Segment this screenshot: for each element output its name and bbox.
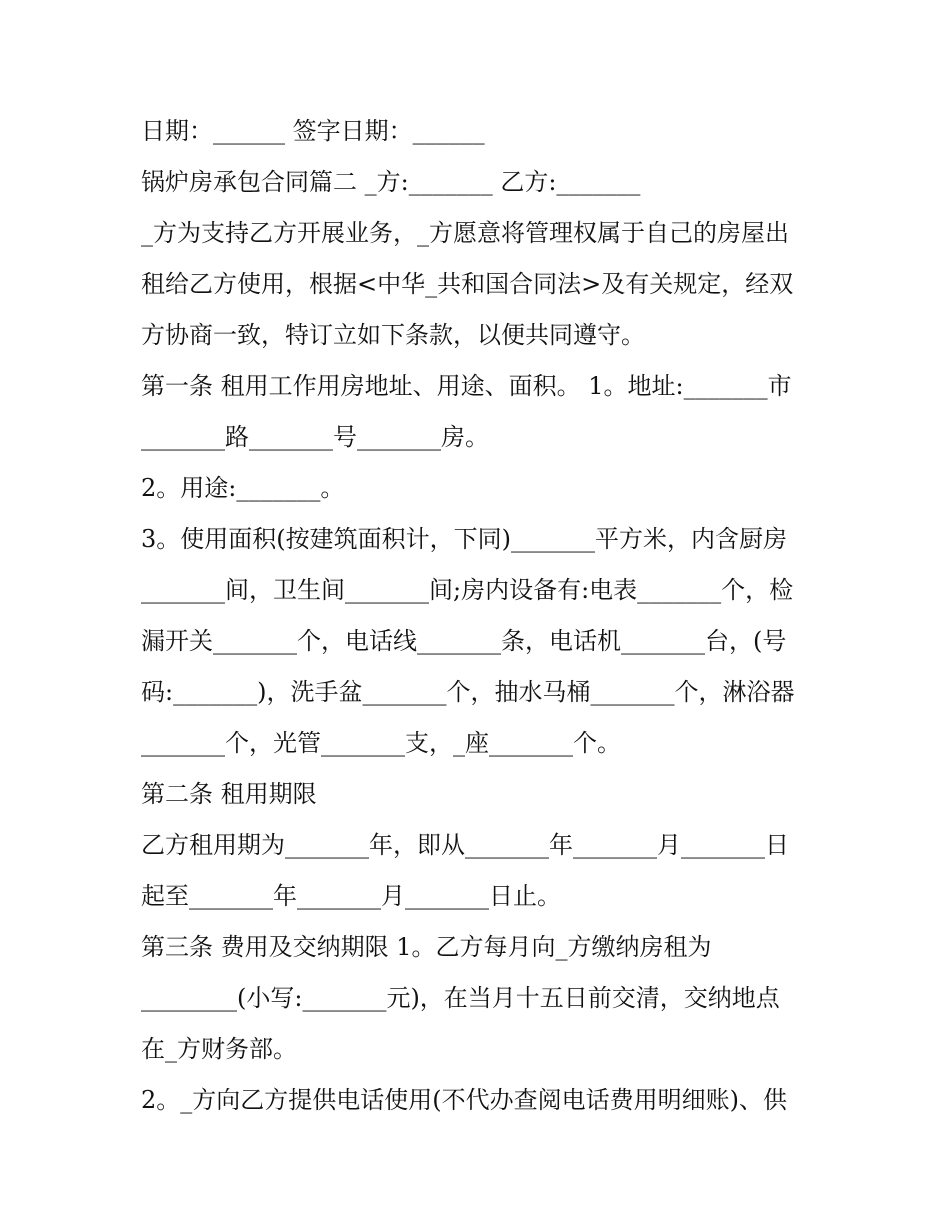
article-1-area-line-2: _______间，卫生间_______间;房内设备有:电表_______个，检 (141, 576, 794, 604)
article-3-rent-line-2: 在_方财务部。 (141, 1035, 297, 1063)
article-1-usage-line: 2。用途:_______。 (141, 474, 345, 502)
preamble-line-1: _方为支持乙方开展业务，_方愿意将管理权属于自己的房屋出 (141, 219, 789, 247)
article-1-area-line-4: 码:_______)，洗手盆_______个，抽水马桶_______个，淋浴器 (141, 678, 795, 706)
contract-title-parties-line: 锅炉房承包合同篇二 _方:_______ 乙方:_______ (141, 168, 641, 196)
preamble-line-2: 租给乙方使用，根据<中华_共和国合同法>及有关规定，经双 (141, 270, 794, 298)
article-1-area-line-5: _______个，光管_______支，_座_______个。 (141, 729, 621, 757)
article-2-heading: 第二条 租用期限 (141, 780, 317, 808)
article-3-phone-line: 2。_方向乙方提供电话使用(不代办查阅电话费用明细账)、供 (141, 1086, 787, 1114)
date-line: 日期：______ 签字日期：______ (141, 117, 485, 145)
article-1-area-line-3: 漏开关_______个，电话线_______条，电话机_______台，(号 (141, 627, 787, 655)
contract-body (141, 106, 811, 1126)
article-2-term-line-1: 乙方租用期为_______年，即从_______年_______月_______日 (141, 831, 789, 859)
article-1-address-line: _______路_______号_______房。 (141, 423, 489, 451)
article-3-rent-line-1: ________(小写:_______元)，在当月十五日前交清，交纳地点 (141, 984, 780, 1012)
preamble-line-3: 方协商一致，特订立如下条款，以便共同遵守。 (141, 321, 645, 349)
article-1-heading: 第一条 租用工作用房地址、用途、面积。 1。地址:_______市 (141, 372, 792, 400)
article-3-heading: 第三条 费用及交纳期限 1。乙方每月向_方缴纳房租为 (141, 933, 712, 961)
article-2-term-line-2: 起至_______年_______月_______日止。 (141, 882, 561, 910)
article-1-area-line-1: 3。使用面积(按建筑面积计，下同)_______平方米，内含厨房 (141, 525, 787, 553)
